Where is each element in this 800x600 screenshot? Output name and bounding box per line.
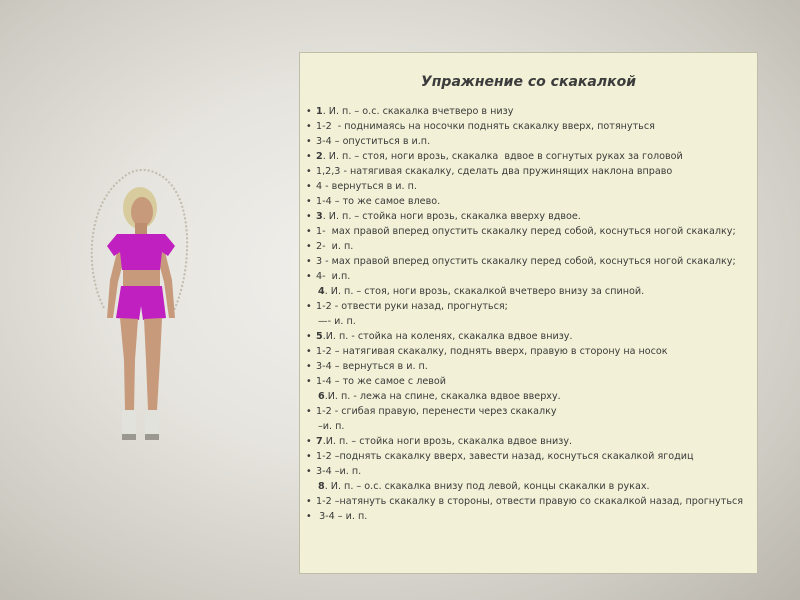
bullet-icon: • — [306, 136, 312, 147]
bullet-icon: • — [306, 151, 312, 162]
bullet-icon: • — [306, 511, 312, 522]
bullet-icon: • — [306, 121, 312, 132]
bullet-icon: • — [306, 196, 312, 207]
figure-svg — [80, 160, 200, 460]
list-item — [306, 330, 746, 343]
exercise-text: 4- и.п. — [316, 271, 351, 282]
list-item — [306, 360, 746, 373]
face — [131, 197, 153, 227]
exercise-text: 4 - вернуться в и. п. — [316, 181, 417, 192]
exercise-text: 1- мах правой вперед опустить скакалку перед собой, коснуться ногой скакалку; — [316, 226, 736, 237]
exercise-text: 1-4 – то же самое влево. — [316, 196, 441, 207]
list-item — [306, 480, 746, 493]
exercise-number: 6 — [318, 391, 325, 402]
exercise-text: 3-4 –и. п. — [316, 466, 362, 477]
list-item — [306, 465, 746, 478]
exercise-text: 3 - мах правой вперед опустить скакалку перед собой, коснуться ногой скакалку; — [316, 256, 736, 267]
bullet-icon: • — [306, 376, 312, 387]
woman-with-jump-rope-figure — [80, 160, 200, 460]
list-item — [306, 300, 746, 313]
list-item — [306, 270, 746, 283]
exercise-text: . И. п. – о.с. скакалка внизу под левой, концы скакалки в руках. — [324, 481, 650, 492]
list-item — [306, 165, 746, 178]
bullet-icon: • — [306, 451, 312, 462]
list-item — [306, 285, 746, 298]
list-item — [306, 135, 746, 148]
list-item — [306, 240, 746, 253]
exercise-number: 2 — [316, 151, 323, 162]
exercise-text: 1-2 –натянуть скакалку в стороны, отвести правую со скакалкой назад, прогнуться — [316, 496, 744, 507]
left-leg — [120, 318, 138, 410]
list-item — [306, 120, 746, 133]
exercise-number: 8 — [318, 481, 325, 492]
exercise-text: 1,2,3 - натягивая скакалку, сделать два пружинящих наклона вправо — [316, 166, 673, 177]
exercise-list — [306, 105, 746, 525]
left-shoe — [122, 410, 136, 438]
list-item — [306, 510, 746, 523]
exercise-text: 1-2 - отвести руки назад, прогнуться; — [316, 301, 508, 312]
list-item — [306, 390, 746, 403]
exercise-number: 4 — [318, 286, 325, 297]
bullet-icon: • — [306, 466, 312, 477]
bullet-icon: • — [306, 436, 312, 447]
bullet-icon: • — [306, 271, 312, 282]
list-item — [306, 375, 746, 388]
exercise-text: 1-2 - сгибая правую, перенести через скакалку — [316, 406, 557, 417]
bullet-icon: • — [306, 211, 312, 222]
exercise-text: . И. п. – стоя, ноги врозь, скакалка вдвое в согнутых руках за головой — [322, 151, 683, 162]
bullet-icon: • — [306, 166, 312, 177]
list-item — [306, 150, 746, 163]
list-item — [306, 435, 746, 448]
bullet-icon: • — [306, 181, 312, 192]
bullet-icon: • — [306, 256, 312, 267]
list-item — [306, 495, 746, 508]
list-item — [306, 225, 746, 238]
exercise-number: 1 — [316, 106, 323, 117]
list-item — [306, 405, 746, 418]
exercise-text: 3-4 – и. п. — [316, 511, 368, 522]
exercise-text: .И. п. - лежа на спине, скакалка вдвое вверху. — [324, 391, 561, 402]
list-item — [306, 105, 746, 118]
list-item — [306, 420, 746, 433]
bullet-icon: • — [306, 496, 312, 507]
list-item — [306, 345, 746, 358]
bullet-icon: • — [306, 226, 312, 237]
list-item — [306, 195, 746, 208]
exercise-text: .И. п. – стойка ноги врозь, скакалка вдвое внизу. — [322, 436, 573, 447]
bullet-icon: • — [306, 331, 312, 342]
exercise-text: 3-4 – вернуться в и. п. — [316, 361, 428, 372]
exercise-text: 1-2 –поднять скакалку вверх, завести назад, коснуться скакалкой ягодиц — [316, 451, 694, 462]
exercise-text: .И. п. - стойка на коленях, скакалка вдвое внизу. — [322, 331, 573, 342]
bullet-icon: • — [306, 346, 312, 357]
bullet-icon: • — [306, 361, 312, 372]
list-item — [306, 315, 746, 328]
exercise-text: . И. п. – стойка ноги врозь, скакалка вверху вдвое. — [322, 211, 581, 222]
exercise-number: 7 — [316, 436, 323, 447]
exercise-text: —- и. п. — [318, 316, 356, 327]
list-item — [306, 210, 746, 223]
exercise-number: 5 — [316, 331, 323, 342]
list-item — [306, 450, 746, 463]
exercise-text: 1-2 - поднимаясь на носочки поднять скакалку вверх, потянуться — [316, 121, 655, 132]
exercise-number: 3 — [316, 211, 323, 222]
bullet-icon: • — [306, 301, 312, 312]
exercise-text: 2- и. п. — [316, 241, 354, 252]
bullet-icon: • — [306, 406, 312, 417]
exercise-text-panel — [299, 52, 758, 574]
shorts — [116, 286, 166, 320]
exercise-text: . И. п. – о.с. скакалка вчетверо в низу — [322, 106, 514, 117]
right-shoe — [145, 410, 159, 438]
panel-title: Упражнение со скакалкой — [420, 74, 637, 90]
bullet-icon: • — [306, 241, 312, 252]
exercise-text: 3-4 – опуститься в и.п. — [316, 136, 431, 147]
list-item — [306, 180, 746, 193]
list-item — [306, 255, 746, 268]
right-leg — [144, 318, 162, 410]
exercise-text: . И. п. – стоя, ноги врозь, скакалкой вчетверо внизу за спиной. — [324, 286, 645, 297]
bullet-icon: • — [306, 106, 312, 117]
exercise-text: 1-4 – то же самое с левой — [316, 376, 446, 387]
exercise-text: 1-2 – натягивая скакалку, поднять вверх, правую в сторону на носок — [316, 346, 668, 357]
exercise-text: –и. п. — [318, 421, 345, 432]
